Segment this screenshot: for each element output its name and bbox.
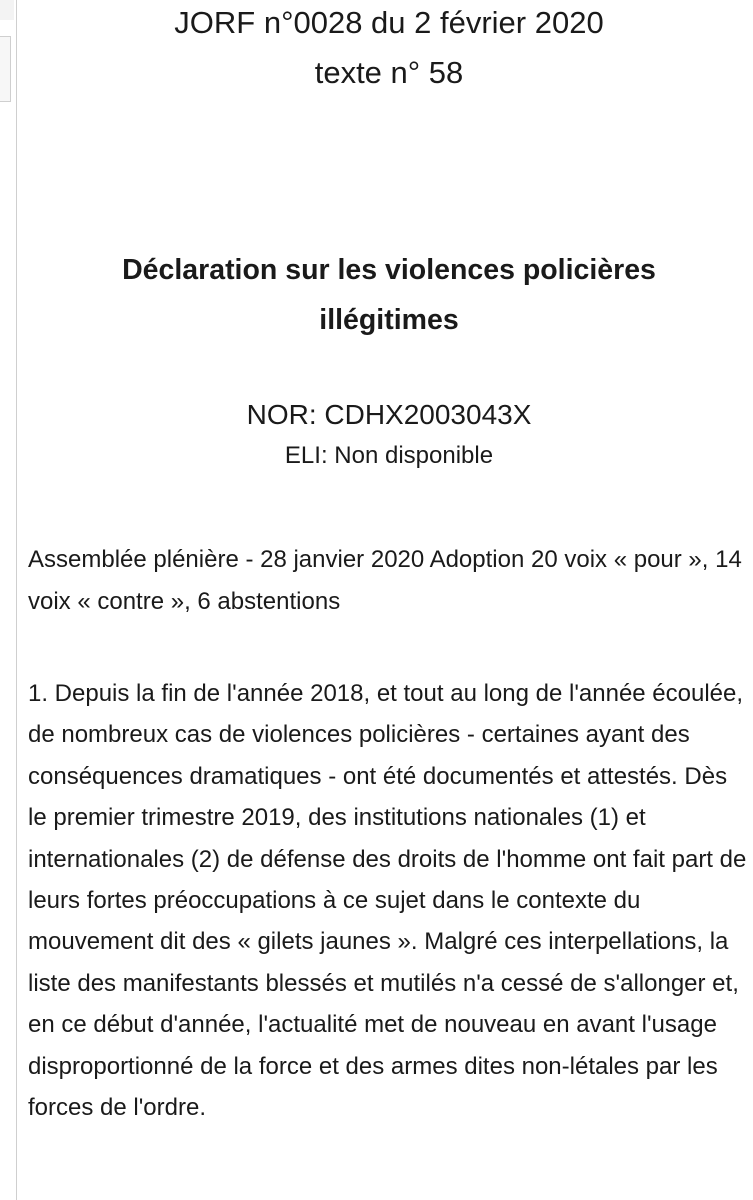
text-number: texte n° 58 (314, 55, 464, 90)
journal-reference: JORF n°0028 du 2 février 2020 (174, 5, 604, 40)
left-panel-top-tab (0, 0, 14, 20)
left-panel-edge (0, 0, 17, 1200)
assembly-vote-info: Assemblée plénière - 28 janvier 2020 Adoption 20 voix « pour », 14 voix « contre », 6 abstentions (28, 546, 742, 615)
nor-identifier: NOR: CDHX2003043X (246, 399, 532, 430)
eli-identifier: ELI: Non disponible (284, 442, 494, 469)
left-panel-handle[interactable] (0, 36, 11, 102)
document-title: Déclaration sur les violences policières illégitimes (122, 254, 656, 336)
paragraph-1: 1. Depuis la fin de l'année 2018, et tout au long de l'année écoulée, de nombreux cas de violences policières - certaines ayant des conséquences dramatiques - ont été documentés et attestés. Dès le premier trimestre 2019, des institutions nationales (1) et internationales (2) de défense des droits de l'homme ont fait part de leurs fortes préoccupations à ce sujet dans le contexte du mouvement dit des « gilets jaunes ». Malgré ces interpellations, la liste des manifestants blessés et mutilés n'a cessé de s'allonger et, en ce début d'année, l'actualité met de nouveau en avant l'usage disproportionné de la force et des armes dites non-létales par les forces de l'ordre. (28, 680, 747, 1122)
document-body (28, 0, 750, 1128)
